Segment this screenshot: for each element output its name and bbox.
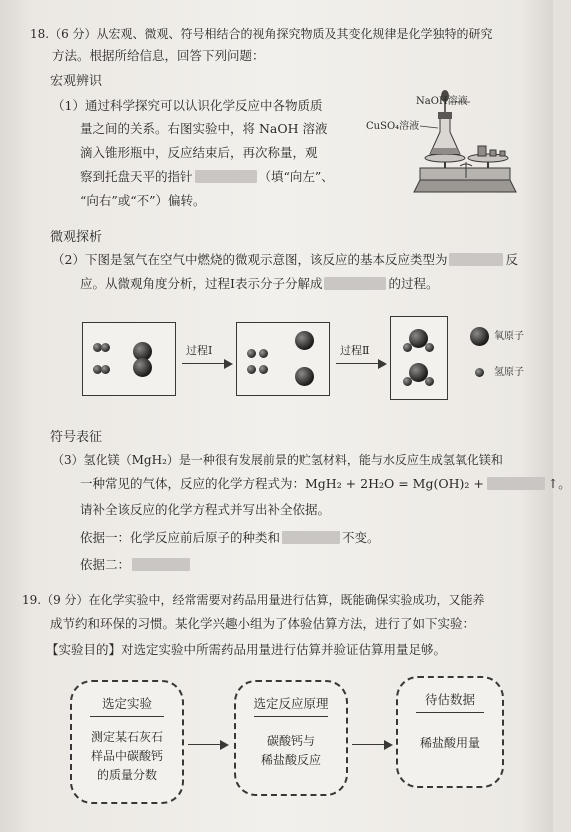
flow-box-1-line: 的质量分数: [96, 768, 157, 782]
q18-p1-line4-text: 察到托盘天平的指针: [80, 169, 193, 184]
q18-p3-line2-text: 一种常见的气体，反应的化学方程式为：MgH₂ + 2H₂O = Mg(OH)₂ +: [80, 476, 484, 491]
flow-box-2-line: 稀盐酸反应: [260, 753, 321, 767]
q18-p1-line4-tail: （填“向左”、: [258, 169, 334, 184]
q18-p2-line2: [80, 276, 438, 292]
flow-box-1-title: 选定实验: [101, 696, 152, 711]
oxygen-atom-icon: [470, 327, 489, 346]
flow-box-3-line: 稀盐酸用量: [419, 736, 480, 750]
products-box: [390, 316, 448, 400]
arrow-process1: [182, 363, 226, 364]
answer-blank[interactable]: [195, 170, 257, 183]
q18-p2-line2-text: 应。从微观角度分析，过程Ⅰ表示分子分解成: [80, 276, 323, 291]
q19-line3: 【实验目的】对选定实验中所需药品用量进行估算并验证估算用量足够。: [46, 642, 447, 657]
q19-line2: 成节约和环保的习惯。某化学兴趣小组为了体验估算方法，进行了如下实验：: [50, 616, 476, 631]
q18-p1-line5: “向右”或“不”）偏转。: [80, 193, 206, 208]
reactants-box: [82, 322, 176, 396]
answer-blank[interactable]: [132, 558, 190, 571]
q18-p1-line1: （1）通过科学探究可以认识化学反应中各物质质: [52, 98, 323, 113]
answer-blank[interactable]: [487, 477, 545, 490]
q18-line1: 18.（6 分）从宏观、微观、符号相结合的视角探究物质及其变化规律是化学独特的研究: [30, 27, 493, 41]
q18-p2-line1: [52, 252, 518, 268]
naoh-label: NaOH溶液: [416, 96, 468, 107]
q18-p2-line2-tail: 的过程。: [388, 276, 439, 291]
answer-blank[interactable]: [282, 531, 340, 544]
flow-arrowhead-2: [384, 740, 393, 750]
atoms-box: [236, 322, 330, 396]
q18-p3-line4-tail: 不变。: [342, 530, 380, 545]
flow-box-3-body: [398, 734, 502, 753]
flow-box-2: [234, 680, 348, 796]
flow-arrow-1: [188, 744, 222, 745]
q18-p3-line4: [80, 530, 380, 546]
flow-box-2-line: 碳酸钙与: [266, 734, 315, 748]
section-macro-heading: 宏观辨识: [50, 74, 103, 89]
q18-line2: 方法。根据所给信息，回答下列问题：: [52, 48, 265, 63]
answer-blank[interactable]: [449, 253, 503, 266]
arrowhead-process1: [224, 359, 233, 369]
flow-arrow-2: [352, 744, 386, 745]
q18-p3-line5: [80, 557, 192, 573]
process2-label: 过程Ⅱ: [340, 344, 370, 357]
section-symbol-heading: 符号表征: [50, 430, 103, 445]
process1-label: 过程Ⅰ: [186, 344, 213, 357]
q18-p3-line2-tail: ↑。: [547, 476, 571, 491]
flow-box-2-body: [236, 732, 346, 770]
cuso4-label: CuSO₄溶液: [366, 121, 420, 132]
q18-p1-line4: [80, 169, 334, 185]
hydrogen-atom-icon: [475, 368, 484, 377]
section-micro-heading: 微观探析: [50, 230, 103, 245]
flow-box-1-body: [72, 728, 182, 785]
q19-line1: 19.（9 分）在化学实验中，经常需要对药品用量进行估算，既能确保实验成功，又能养: [22, 593, 485, 607]
answer-blank[interactable]: [324, 277, 386, 290]
flow-box-3: [396, 676, 504, 788]
arrow-process2: [336, 363, 380, 364]
flow-box-2-title: 选定反应原理: [253, 696, 329, 711]
legend-oxygen: 氧原子: [494, 331, 524, 342]
q18-p1-line2: 量之间的关系。右图实验中，将 NaOH 溶液: [80, 121, 328, 136]
q18-p3-line2: [80, 476, 571, 492]
flow-arrowhead-1: [220, 740, 229, 750]
flow-box-1-line: 测定某石灰石: [90, 730, 163, 744]
flow-box-1-rule: [90, 716, 164, 717]
flow-box-3-rule: [416, 712, 484, 713]
legend-hydrogen: 氢原子: [494, 367, 524, 378]
q18-p3-line1: （3）氢化镁（MgH₂）是一种很有发展前景的贮氢材料，能与水反应生成氢氧化镁和: [52, 453, 503, 467]
q18-p3-line4-text: 依据一：化学反应前后原子的种类和: [80, 530, 281, 545]
q18-p2-line1-text: （2）下图是氢气在空气中燃烧的微观示意图，该反应的基本反应类型为: [52, 252, 448, 267]
q18-p3-line3: 请补全该反应的化学方程式并写出补全依据。: [80, 502, 331, 517]
q18-p3-line5-text: 依据二：: [80, 557, 131, 572]
flow-box-3-title: 待估数据: [424, 692, 475, 707]
flow-box-1-line: 样品中碳酸钙: [90, 749, 163, 763]
q18-p2-line1-tail: 反: [505, 252, 518, 267]
flow-box-1: [70, 680, 184, 804]
flow-box-2-rule: [254, 716, 328, 717]
q18-p1-line3: 滴入锥形瓶中，反应结束后，再次称量，观: [80, 145, 318, 160]
arrowhead-process2: [378, 359, 387, 369]
